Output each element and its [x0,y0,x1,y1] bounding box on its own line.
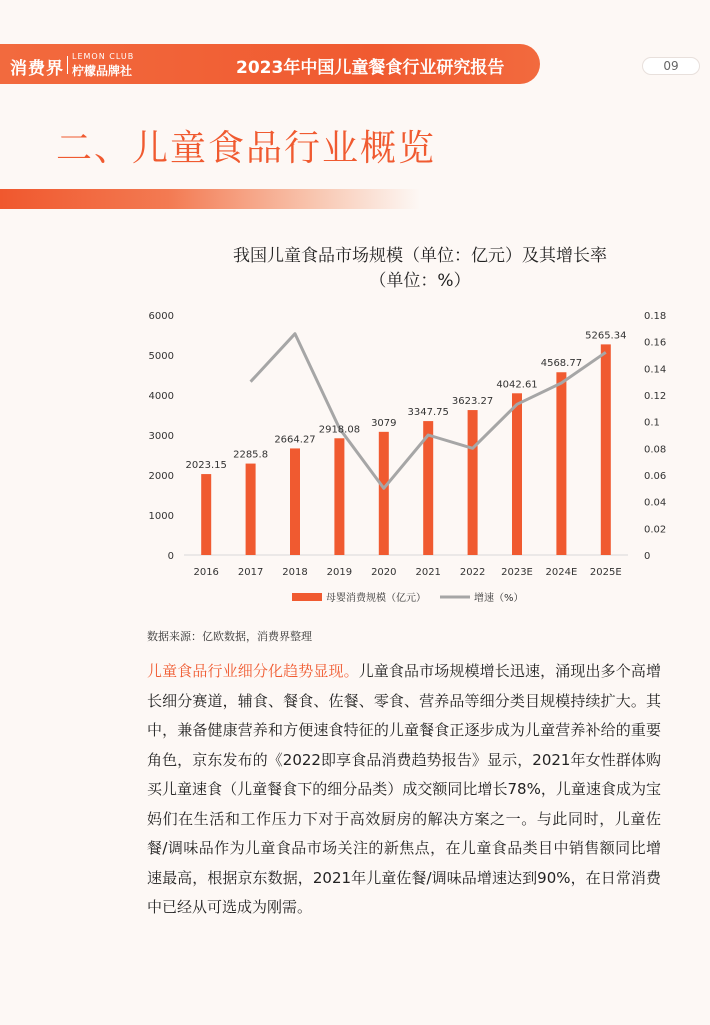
logo-divider [67,56,68,74]
paragraph-text: 儿童食品市场规模增长迅速，涌现出多个高增长细分赛道，辅食、餐食、佐餐、零食、营养品等细分类目规模持续扩大。其中，兼备健康营养和方便速食特征的儿童餐食正逐步成为儿童营养补给的重要角色，京东发布的《2022即享食品消费趋势报告》显示，2021年女性群体购买儿童速食（儿童餐食下的细分品类）成交额同比增长78%，儿童速食成为宝妈们在生活和工作压力下对于高效厨房的解决方案之一。与此同时，儿童佐餐/调味品作为儿童食品市场关注的新焦点，在儿童食品类目中销售额同比增速最高，根据京东数据，2021年儿童佐餐/调味品增速达到90%，在日常消费中已经从可选成为刚需。 [147,662,661,916]
legend-line-label: 增速（%） [474,593,524,604]
y-right-tick-label: 0.1 [644,417,660,429]
bar-data-label: 4568.77 [540,358,583,370]
y-right-tick-label: 0.14 [644,364,667,376]
y-right-tick-label: 0.02 [644,524,667,536]
y-left-tick-label: 6000 [148,311,174,322]
y-left-tick-label: 4000 [148,391,174,402]
bar-data-label: 2918.08 [318,424,361,436]
y-left-tick-label: 2000 [148,471,174,482]
bar-data-label: 3079 [371,417,397,429]
chart-title-line1: 我国儿童食品市场规模（单位：亿元）及其增长率 [233,246,607,266]
page-number: 09 [642,57,700,75]
bar-data-label: 3623.27 [451,396,494,408]
bar [468,410,478,555]
x-tick-label: 2023E [501,567,533,578]
y-right-tick-label: 0 [644,551,651,562]
bar-data-label: 2285.8 [233,449,269,461]
bar-data-label: 3347.75 [407,407,449,419]
data-source-note: 数据来源：亿欧数据，消费界整理 [147,630,312,643]
x-tick-label: 2022 [459,567,486,578]
bar-data-label: 4042.61 [496,379,538,391]
bar [601,344,611,555]
x-tick-label: 2017 [237,567,264,578]
report-title: 2023年中国儿童餐食行业研究报告 [236,58,505,78]
y-right-tick-label: 0.18 [644,311,667,322]
y-left-tick-label: 0 [167,551,174,562]
chart-plot [140,240,667,620]
y-right-tick-label: 0.16 [644,337,667,349]
y-right-tick-label: 0.04 [644,497,667,509]
section-title: 二、儿童食品行业概览 [56,128,437,169]
y-right-tick-label: 0.12 [644,391,667,402]
x-tick-label: 2025E [589,567,622,578]
x-tick-label: 2019 [326,567,353,578]
bar [246,464,256,555]
body-paragraph [147,657,661,923]
x-tick-label: 2021 [415,567,441,578]
brand-logo: 消费界 [10,59,64,79]
x-tick-label: 2020 [371,567,397,578]
market-size-chart [140,240,667,620]
brand-logo-sub: 柠檬品牌社 [72,64,133,78]
y-left-tick-label: 1000 [148,511,174,522]
x-tick-label: 2016 [193,567,219,578]
bar [201,474,211,555]
x-tick-label: 2018 [282,567,308,578]
bar-data-label: 2664.27 [274,434,316,446]
x-tick-label: 2024E [545,567,578,578]
y-left-tick-label: 5000 [148,351,174,362]
brand-logo-en: LEMON CLUB [72,52,135,61]
legend-bar-swatch [292,593,322,601]
y-left-tick-label: 3000 [148,431,174,442]
bar [334,438,344,555]
bar-data-label: 2023.15 [185,460,227,472]
bar [556,372,566,555]
y-right-tick-label: 0.06 [644,471,667,482]
report-header [0,44,540,84]
bar [512,393,522,555]
y-right-tick-label: 0.08 [644,444,667,456]
bar [290,448,300,555]
bar-data-label: 5265.34 [585,330,627,342]
chart-title-line2: （单位：%） [369,271,471,291]
legend-bar-label: 母婴消费规模（亿元） [326,593,426,604]
paragraph-lead: 儿童食品行业细分化趋势显现。 [147,662,359,680]
section-title-bar [0,189,420,209]
bar [379,432,389,555]
